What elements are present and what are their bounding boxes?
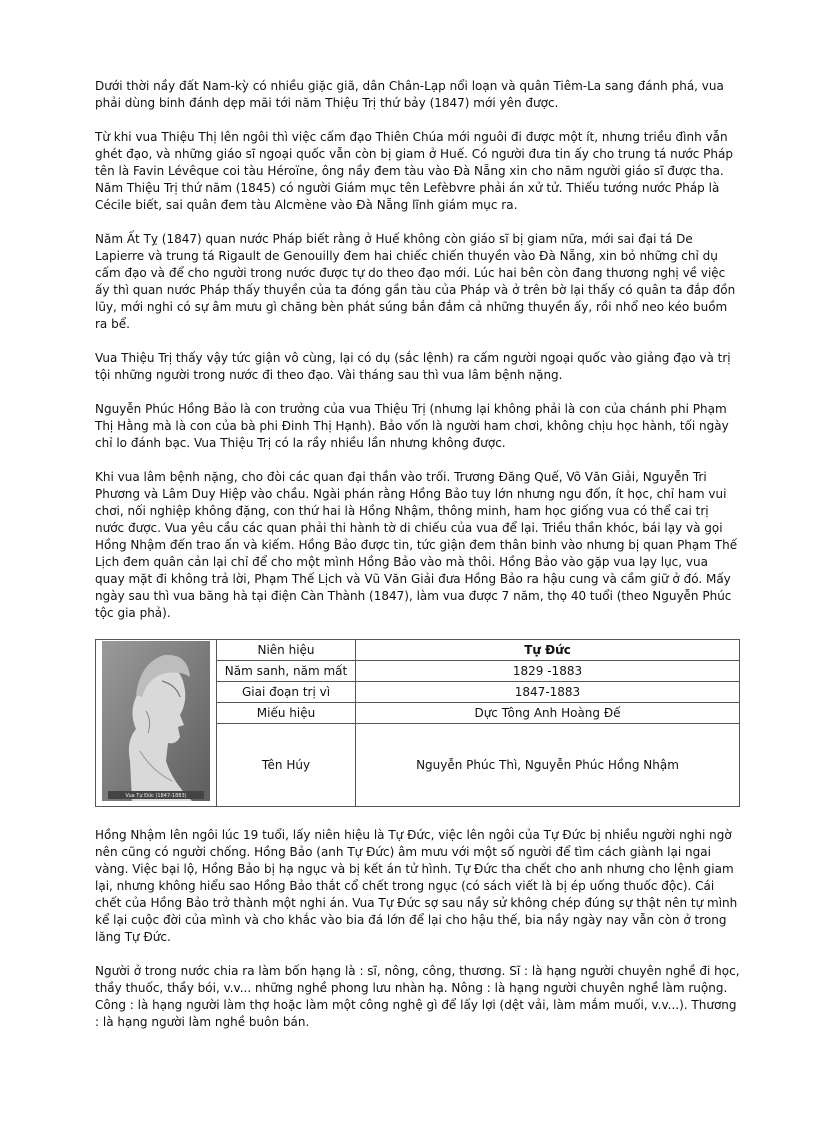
paragraph-hong-nham: Hồng Nhậm lên ngôi lúc 19 tuổi, lấy niên hiệu là Tự Đức, việc lên ngôi của Tự Đức bị nhiều người nghi ngờ nên cũng có người chống. Hồng Bảo (anh Tự Đức) âm mưu với một số người để tìm cách giành lại ngai vàng. Việc bại lộ, Hồng Bảo bị hạ ngục và bị kết án tử hình. Tự Đức tha chết cho anh nhưng cho lệnh giam lại, nhưng không hiểu sao Hồng Bảo thắt cổ chết trong ngục (có sách viết là bị ép uống thuốc độc). Cái chết của Hồng Bảo trở thành một nghi án. Vua Tự Đức sợ sau nầy sử không chép đúng sự thật nên tự mình kể lại cuộc đời của mình và cho khắc vào bia đá lớn để lại cho hậu thế, bia nầy ngày nay vẫn còn ở trong lăng Tự Đức. bbox=[95, 828, 738, 944]
paragraph-cam-dao: Từ khi vua Thiệu Thị lên ngôi thì việc cấm đạo Thiên Chúa mới nguôi đi được một ít, nhưng triều đình vẫn ghét đạo, và những giáo sĩ ngoại quốc vẫn còn bị giam ở Huế. Có người đưa tin ấy cho trung tá nước Pháp tên là Favin Lévêque coi tàu Héroïne, ông nầy đem tàu vào Đà Nẵng xin cho năm người giáo sĩ được tha. Năm Thiệu Trị thứ năm (1845) có người Giám mục tên Lefèbvre phải án xử tử. Thiếu tướng nước Pháp là Cécile biết, sai quân đem tàu Alcmène vào Đà Nẵng lĩnh giám mục ra. bbox=[95, 130, 733, 212]
paragraph-hong-bao: Nguyễn Phúc Hồng Bảo là con trưởng của vua Thiệu Trị (nhưng lại không phải là con của chánh phi Phạm Thị Hằng mà là con của bà phi Đinh Thị Hạnh). Bảo vốn là người ham chơi, không chịu học hành, tối ngày chỉ lo đánh bạc. Vua Thiệu Trị có la rầy nhiều lần nhưng không được. bbox=[95, 402, 729, 450]
table-row bbox=[96, 640, 740, 661]
value-nam-sanh: 1829 -1883 bbox=[356, 661, 740, 682]
paragraph-vua-lam-benh: Khi vua lâm bệnh nặng, cho đòi các quan đại thần vào trối. Trương Đăng Quế, Võ Văn Giải, Nguyễn Tri Phương và Lâm Duy Hiệp vào chầu. Ngài phán rằng Hồng Bảo tuy lớn nhưng ngu đốn, ít học, chỉ ham vui chơi, nối nghiệp không đặng, con thứ hai là Hồng Nhậm, thông minh, ham học giống vua có thể cai trị nước được. Vua yêu cầu các quan phải thi hành tờ di chiếu của vua để lại. Triều thần khóc, bái lạy và gọi Hồng Nhậm đến trao ấn và kiếm. Hồng Bảo được tin, tức giận đem thân binh vào nhưng bị quan Phạm Thế Lịch đem quân cản lại chỉ để cho một mình Hồng Bảo vào mà thôi. Hồng Bảo vào gặp vua lạy lục, vua quay mặt đi không trả lời, Phạm Thế Lịch và Vũ Văn Giải đưa Hồng Bảo ra hậu cung và cầm giữ ở đó. Mấy ngày sau thì vua băng hà tại điện Càn Thành (1847), làm vua được 7 năm, thọ 40 tuổi (theo Nguyễn Phúc tộc gia phả). bbox=[95, 470, 738, 620]
label-mieu-hieu: Miếu hiệu bbox=[217, 703, 356, 724]
label-giai-doan: Giai đoạn trị vì bbox=[217, 682, 356, 703]
value-ten-huy: Nguyễn Phúc Thì, Nguyễn Phúc Hồng Nhậm bbox=[356, 724, 740, 807]
label-nien-hieu: Niên hiệu bbox=[217, 640, 356, 661]
label-ten-huy: Tên Húy bbox=[217, 724, 356, 807]
paragraph-at-ty: Năm Ất Tỵ (1847) quan nước Pháp biết rằng ở Huế không còn giáo sĩ bị giam nữa, mới sai đại tá De Lapierre và trung tá Rigault de Genouilly đem hai chiếc chiến thuyền vào Đà Nẵng, xin bỏ những chỉ dụ cấm đạo và để cho người trong nước được tự do theo đạo mới. Lúc hai bên còn đang thương nghị về việc ấy thì quan nước Pháp thấy thuyền của ta đóng gần tàu của Pháp và ở trên bờ lại thấy có quân ta đắp đồn lũy, mới nghi có sự âm mưu gì chăng bèn phát súng bắn đắm cả những thuyền ấy, rồi nhổ neo kéo buồm ra bể. bbox=[95, 232, 736, 331]
value-giai-doan: 1847-1883 bbox=[356, 682, 740, 703]
paragraph-namky: Dưới thời nầy đất Nam-kỳ có nhiều giặc giã, dân Chân-Lạp nổi loạn và quân Tiêm-La sang đánh phá, vua phải dùng binh đánh dẹp mãi tới năm Thiệu Trị thứ bảy (1847) mới yên được. bbox=[95, 79, 724, 110]
paragraph-thieu-tri-gian: Vua Thiệu Trị thấy vậy tức giận vô cùng, lại có dụ (sắc lệnh) ra cấm người ngoại quốc vào giảng đạo và trị tội những người trong nước đi theo đạo. Vài tháng sau thì vua lâm bệnh nặng. bbox=[95, 351, 731, 382]
portrait-cell bbox=[96, 640, 217, 807]
portrait-caption: Vua Tự Đức (1847-1883) bbox=[125, 792, 187, 799]
value-mieu-hieu: Dực Tông Anh Hoàng Đế bbox=[356, 703, 740, 724]
tu-duc-portrait-image bbox=[102, 641, 210, 801]
tu-duc-info-table bbox=[95, 639, 740, 807]
label-nam-sanh: Năm sanh, năm mất bbox=[217, 661, 356, 682]
value-nien-hieu: Tự Đức bbox=[356, 640, 740, 661]
document-body bbox=[95, 78, 740, 1048]
paragraph-bon-hang: Người ở trong nước chia ra làm bốn hạng là : sĩ, nông, công, thương. Sĩ : là hạng người chuyên nghề đi học, thầy thuốc, thầy bói, v.v... những nghề phong lưu nhàn hạ. Nông : là hạng người chuyên nghề làm ruộng. Công : là hạng người làm thợ hoặc làm một công nghệ gì để lấy lợi (dệt vải, làm mắm muối, v.v...). Thương : là hạng người làm nghề buôn bán. bbox=[95, 964, 740, 1029]
